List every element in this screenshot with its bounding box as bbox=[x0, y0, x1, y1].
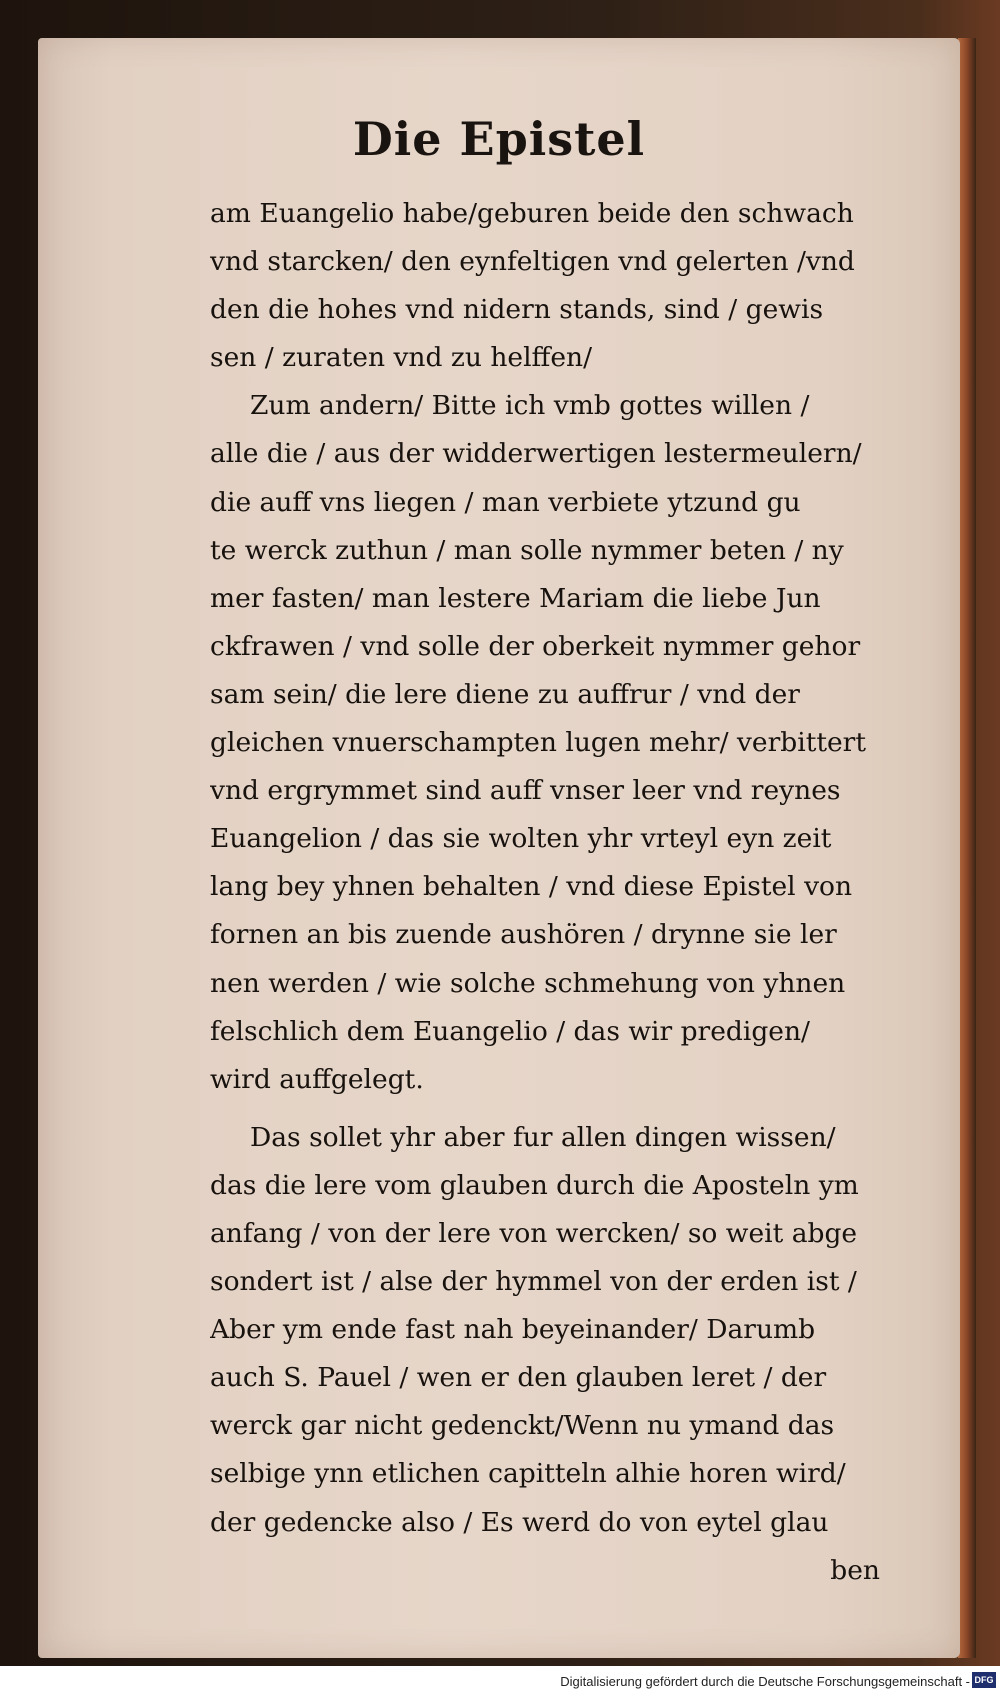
text-line: wird auffgelegt. bbox=[210, 1063, 424, 1095]
text-line: nen werden / wie solche schmehung von yhnen bbox=[210, 967, 846, 999]
text-line: auch S. Pauel / wen er den glauben leret / der bbox=[210, 1362, 827, 1394]
text-line: werck gar nicht gedenckt/Wenn nu ymand das bbox=[210, 1410, 835, 1442]
text-line: Das sollet yhr aber fur allen dingen wissen/ bbox=[250, 1121, 836, 1153]
text-line: das die lere vom glauben durch die Aposteln ym bbox=[210, 1169, 859, 1201]
text-line: gleichen vnuerschampten lugen mehr/ verbittert bbox=[210, 727, 866, 759]
funding-credit: Digitalisierung gefördert durch die Deutsche Forschungsgemeinschaft - bbox=[560, 1674, 970, 1689]
text-line: die auff vns liegen / man verbiete ytzund gu bbox=[210, 486, 801, 518]
catchword: ben bbox=[830, 1554, 880, 1586]
page-heading: Die Epistel bbox=[352, 112, 646, 166]
text-line: sen / zuraten vnd zu helffen/ bbox=[210, 342, 593, 374]
text-line: vnd ergrymmet sind auff vnser leer vnd reynes bbox=[210, 775, 841, 807]
text-line: fornen an bis zuende aushören / drynne sie ler bbox=[210, 919, 837, 951]
footer-bar bbox=[0, 1666, 1000, 1699]
text-line: der gedencke also / Es werd do von eytel glau bbox=[210, 1506, 829, 1538]
text-line: vnd starcken/ den eynfeltigen vnd gelerten /vnd bbox=[210, 246, 855, 278]
page-edge bbox=[958, 38, 976, 1658]
text-line: te werck zuthun / man solle nymmer beten / ny bbox=[210, 534, 844, 566]
text-line: lang bey yhnen behalten / vnd diese Epistel von bbox=[210, 871, 853, 903]
dfg-logo-icon: DFG bbox=[972, 1672, 996, 1688]
text-line: alle die / aus der widderwertigen lestermeulern/ bbox=[210, 438, 862, 470]
body-text bbox=[210, 190, 880, 1595]
text-line: ckfrawen / vnd solle der oberkeit nymmer gehor bbox=[210, 630, 861, 662]
book-page bbox=[38, 38, 960, 1658]
text-line: mer fasten/ man lestere Mariam die liebe Jun bbox=[210, 582, 821, 614]
text-line: Zum andern/ Bitte ich vmb gottes willen / bbox=[250, 390, 810, 422]
text-line: felschlich dem Euangelio / das wir predigen/ bbox=[210, 1015, 810, 1047]
paragraph-gap bbox=[210, 1104, 880, 1114]
text-line: Euangelion / das sie wolten yhr vrteyl eyn zeit bbox=[210, 823, 832, 855]
text-line: selbige ynn etlichen capitteln alhie horen wird/ bbox=[210, 1458, 846, 1490]
text-line: anfang / von der lere von wercken/ so weit abge bbox=[210, 1217, 858, 1249]
text-line: sondert ist / alse der hymmel von der erden ist / bbox=[210, 1266, 857, 1298]
text-line: den die hohes vnd nidern stands, sind / gewis bbox=[210, 294, 824, 326]
text-line: Aber ym ende fast nah beyeinander/ Darumb bbox=[210, 1314, 816, 1346]
text-line: am Euangelio habe/geburen beide den schwach bbox=[210, 198, 854, 229]
text-line: sam sein/ die lere diene zu auffrur / vnd der bbox=[210, 678, 800, 710]
